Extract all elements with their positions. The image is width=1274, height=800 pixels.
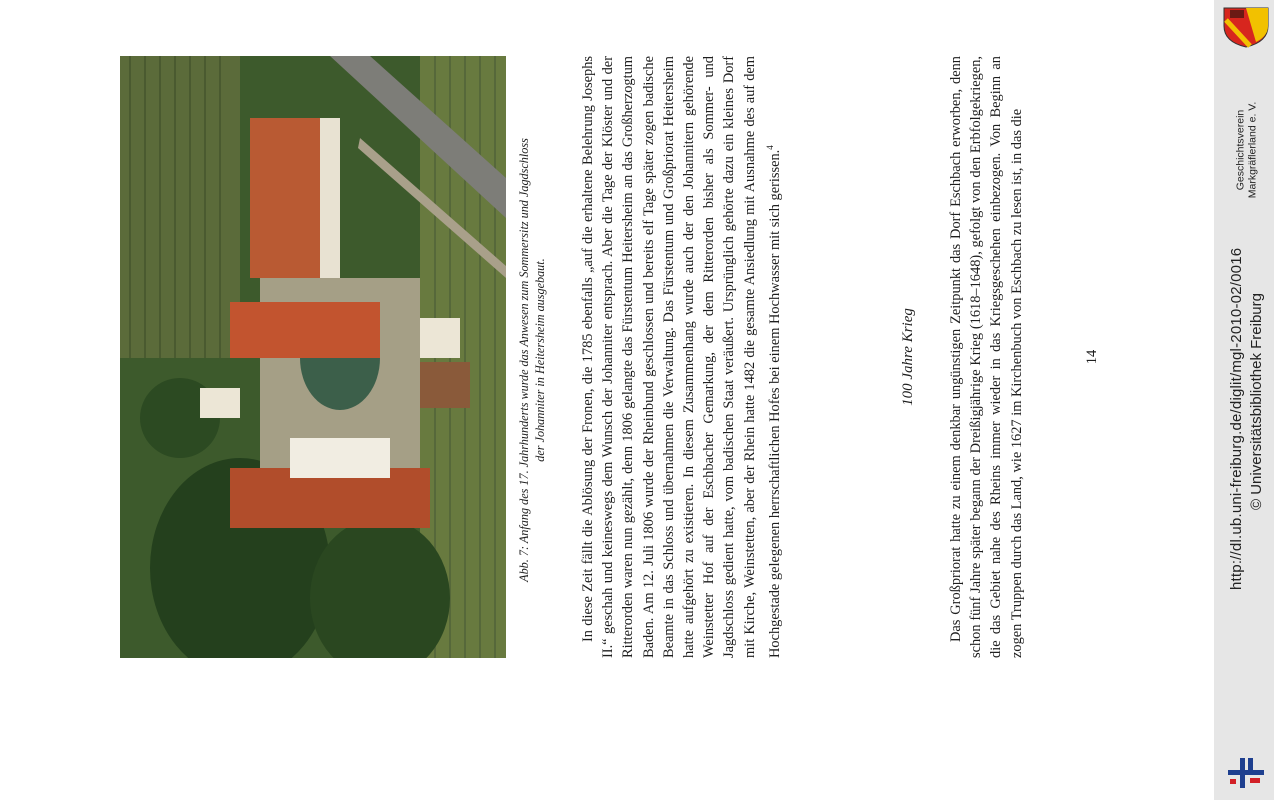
body-paragraph-1 bbox=[578, 56, 785, 658]
page-number: 14 bbox=[1084, 349, 1100, 365]
society-line-2: Markgräflerland e. V. bbox=[1246, 101, 1258, 199]
society-label bbox=[1198, 100, 1274, 200]
coat-of-arms-icon bbox=[1222, 6, 1270, 48]
figure-caption-line-1: Abb. 7: Anfang des 17. Jahrhunderts wurde das Anwesen zum Sommersitz und Jagdschloss bbox=[517, 138, 531, 582]
body-paragraph-1-text: In diese Zeit fällt die Ablösung der Fronen, die 1785 ebenfalls „auf die erhaltene Belehrung Josephs II.“ geschah und keineswegs dem Wunsch der Johanniter entsprach. Aber die Tage der Klöster und der Ritterorden waren nun gezählt, denn 1806 gelangte das Fürstentum Heitersheim an das Großherzogtum Baden. Am 12. Juli 1806 wurde der Rheinbund geschlossen und bereits elf Tage später zogen badische Beamte in das Schloss und übernahmen die Verwaltung. Das Fürstentum und Großpriorat Heitersheim hatte aufgehört zu existieren. In diesem Zusammenhang wurde auch der den Johannitern gehörende Weinstetter Hof auf der Eschbacher Gemarkung, der dem Ritterorden bisher als Sommer- und Jagdschloss gedient hatte, vom badischen Staat veräußert. Ursprünglich gehörte dazu ein kleines Dorf mit Kirche, Weinstetten, aber der Rhein hatte 1482 die gesamte Ansiedlung mit Ausnahme des auf dem Hochgestade gelegenen herrschaftlichen Hofes bei einem Hochwasser mit sich gerissen. bbox=[580, 56, 783, 658]
section-heading: 100 Jahre Krieg bbox=[900, 308, 916, 406]
digital-library-url[interactable]: http://dl.ub.uni-freiburg.de/diglit/mgl-2010-02/0016 bbox=[1228, 247, 1245, 590]
figure-caption bbox=[516, 40, 548, 680]
body-paragraph-2: Das Großpriorat hatte zu einem denkbar ungünstigen Zeitpunkt das Dorf Eschbach erworben, denn schon fünf Jahre später begann der Dreißigjährige Krieg (1618–1648), gefolgt von den Erbfolgekriegen, die das Gebiet nahe des Rheins immer wieder in das Kriegsgeschehen einbezogen. Von Beginn an zogen Truppen durch das Land, wie 1627 im Kirchenbuch von Eschbach zu lesen ist, in das die bbox=[948, 56, 1025, 658]
university-library-logo-icon bbox=[1226, 752, 1266, 792]
aerial-photo bbox=[120, 56, 506, 658]
aerial-photo-graphic bbox=[120, 56, 506, 658]
society-line-1: Geschichtsverein bbox=[1234, 109, 1246, 191]
footnote-reference[interactable]: 4 bbox=[764, 145, 775, 150]
figure-caption-line-2: der Johanniter in Heitersheim ausgebaut. bbox=[533, 258, 547, 462]
copyright-notice: © Universitätsbibliothek Freiburg bbox=[1248, 293, 1265, 510]
